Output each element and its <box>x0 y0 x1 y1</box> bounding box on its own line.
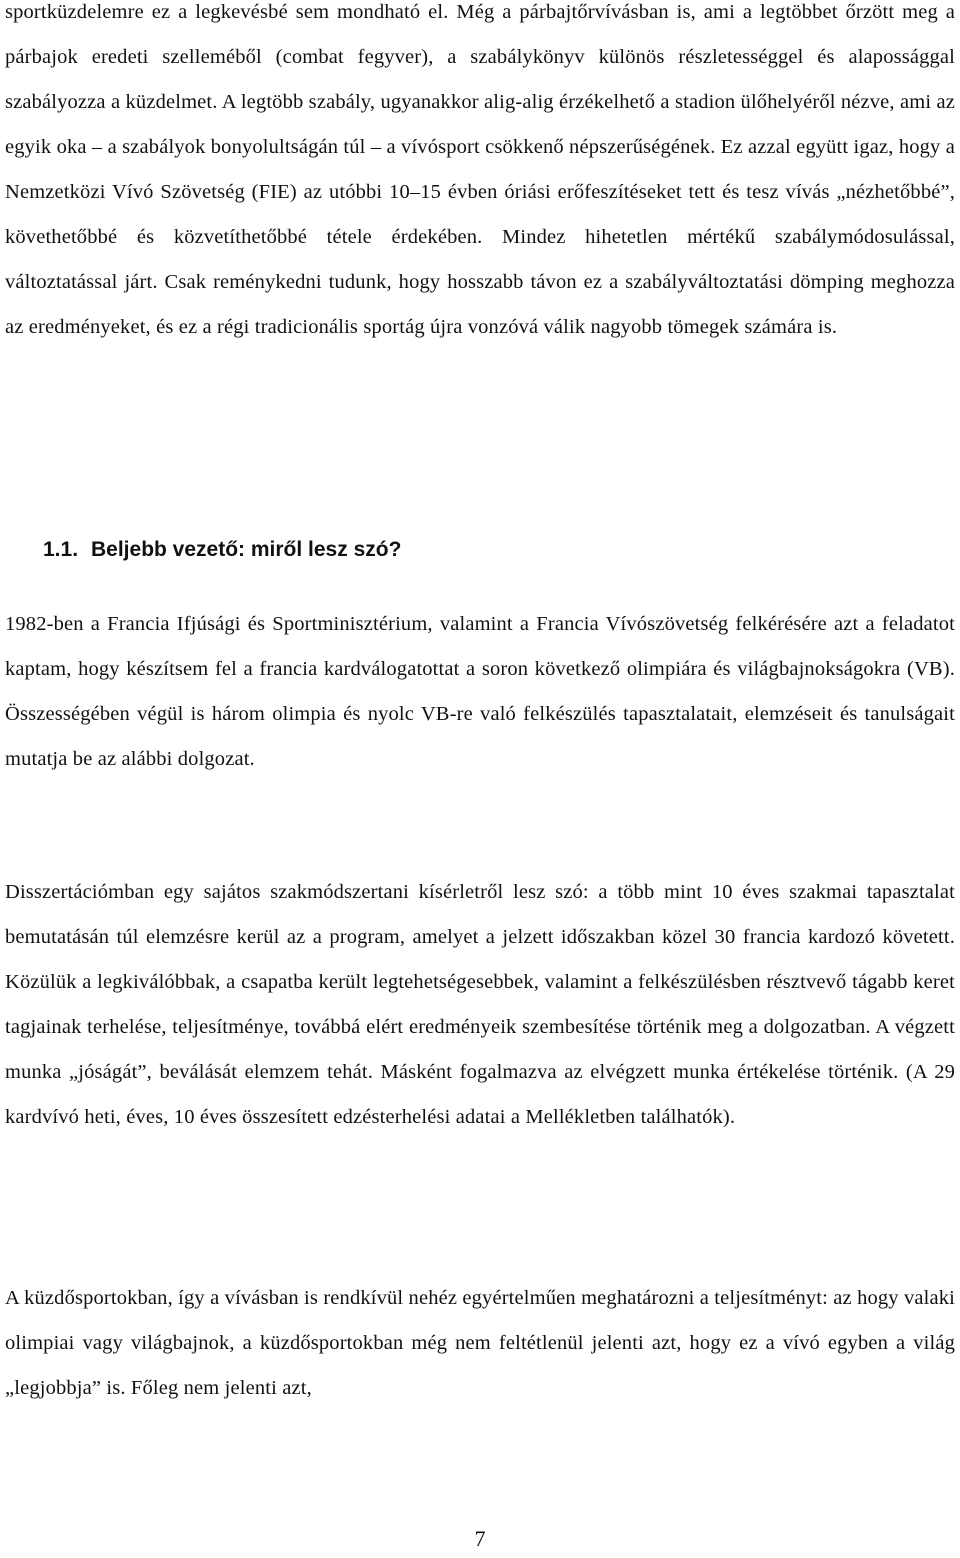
section-heading <box>43 532 401 568</box>
section-number: 1.1. <box>43 538 79 561</box>
body-paragraph: A küzdősportokban, így a vívásban is rendkívül nehéz egyértelműen meghatározni a teljesítményt: az hogy valaki olimpiai vagy világbajnok, a küzdősportokban még nem feltétlenül jelenti azt, hogy ez a vívó egyben a világ „legjobbja” is. Főleg nem jelenti azt, <box>5 1287 955 1399</box>
section-title: Beljebb vezető: miről lesz szó? <box>91 538 402 561</box>
body-paragraph: 1982-ben a Francia Ifjúsági és Sportminisztérium, valamint a Francia Vívószövetség felkérésére azt a feladatot kaptam, hogy készítsem fel a francia kardválogatottat a soron következő olimpiára és világbajnokságokra (VB). Összességében végül is három olimpia és nyolc VB-re való felkészülés tapasztalatait, elemzéseit és tanulságait mutatja be az alábbi dolgozat. <box>5 613 955 770</box>
page-number: 7 <box>474 1526 486 1551</box>
body-paragraph: sportküzdelemre ez a legkevésbé sem mondható el. Még a párbajtőrvívásban is, ami a legtöbbet őrzött meg a párbajok eredeti szelleméből (combat fegyver), a szabálykönyv különös részletességgel és alapossággal szabályozza a küzdelmet. A legtöbb szabály, ugyanakkor alig-alig érzékelhető a stadion ülőhelyéről nézve, ami az egyik oka – a szabályok bonyolultságán túl – a vívósport csökkenő népszerűségének. Ez azzal együtt igaz, hogy a Nemzetközi Vívó Szövetség (FIE) az utóbbi 10–15 évben óriási erőfeszítéseket tett és tesz vívás „nézhetőbbé”, követhetőbbé és közvetíthetőbbé tétele érdekében. Mindez hihetetlen mértékű szabálymódosulással, változtatással járt. Csak reménykedni tudunk, hogy hosszabb távon ez a szabályváltoztatási dömping meghozza az eredményeket, és ez a régi tradicionális sportág újra vonzóvá válik nagyobb tömegek számára is. <box>5 1 955 338</box>
body-paragraph: Disszertációmban egy sajátos szakmódszertani kísérletről lesz szó: a több mint 10 éves szakmai tapasztalat bemutatásán túl elemzésre kerül az a program, amelyet a jelzett időszakban közel 30 francia kardozó követett. Közülük a legkiválóbbak, a csapatba került legtehetségesebbek, valamint a felkészülésben résztvevő tágabb keret tagjainak terhelése, teljesítménye, továbbá elért eredményeik szembesítése történik meg a dolgozatban. A végzett munka „jóságát”, beválását elemzem tehát. Másként fogalmazva az elvégzett munka értékelése történik. (A 29 kardvívó heti, éves, 10 éves összesített edzésterhelési adatai a Mellékletben találhatók). <box>5 881 955 1128</box>
